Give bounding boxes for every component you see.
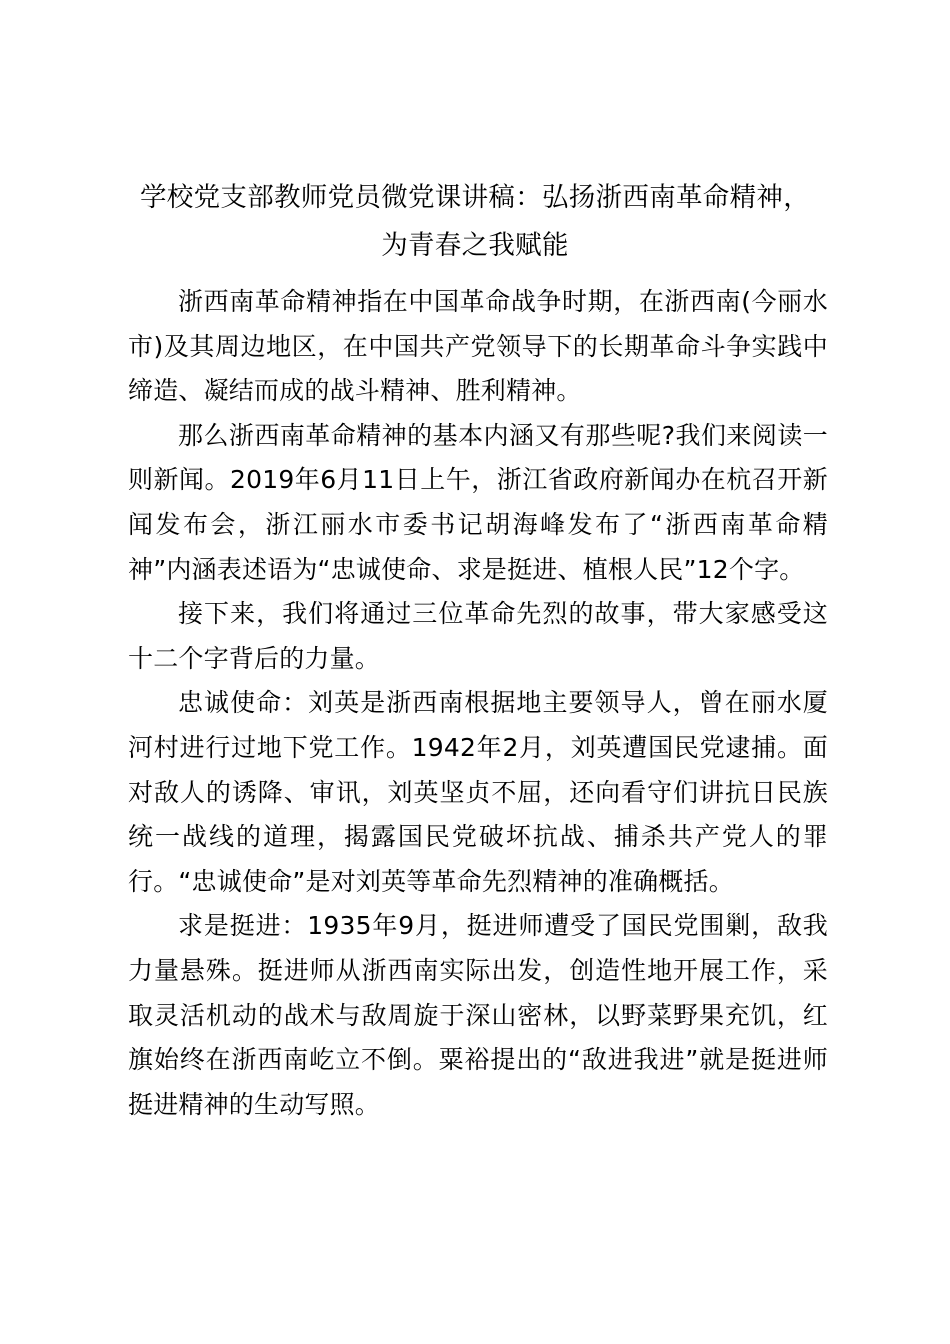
paragraph-definition: 浙西南革命精神指在中国革命战争时期，在浙西南(今丽水市)及其周边地区，在中国共产党领导下的长期革命斗争实践中缔造、凝结而成的战斗精神、胜利精神。 bbox=[128, 287, 828, 406]
paragraph-news: 那么浙西南革命精神的基本内涵又有那些呢?我们来阅读一则新闻。2019年6月11日上午，浙江省政府新闻办在杭召开新闻发布会，浙江丽水市委书记胡海峰发布了“浙西南革命精神”内涵表述语为“忠诚使命、求是挺进、植根人民”12个字。 bbox=[128, 420, 828, 584]
document-title: 学校党支部教师党员微党课讲稿：弘扬浙西南革命精神，为青春之我赋能 bbox=[140, 182, 810, 261]
paragraph-advance: 求是挺进：1935年9月，挺进师遭受了国民党围剿，敌我力量悬殊。挺进师从浙西南实际出发，创造性地开展工作，采取灵活机动的战术与敌周旋于深山密林，以野菜野果充饥，红旗始终在浙西南屹立不倒。粟裕提出的“敌进我进”就是挺进师挺进精神的生动写照。 bbox=[128, 911, 828, 1119]
paragraph-loyalty: 忠诚使命：刘英是浙西南根据地主要领导人，曾在丽水厦河村进行过地下党工作。1942年2月，刘英遭国民党逮捕。面对敌人的诱降、审讯，刘英坚贞不屈，还向看守们讲抗日民族统一战线的道理，揭露国民党破坏抗战、捕杀共产党人的罪行。“忠诚使命”是对刘英等革命先烈精神的准确概括。 bbox=[128, 688, 828, 896]
document-body bbox=[128, 280, 828, 1127]
paragraph-intro: 接下来，我们将通过三位革命先烈的故事，带大家感受这十二个字背后的力量。 bbox=[128, 599, 828, 673]
